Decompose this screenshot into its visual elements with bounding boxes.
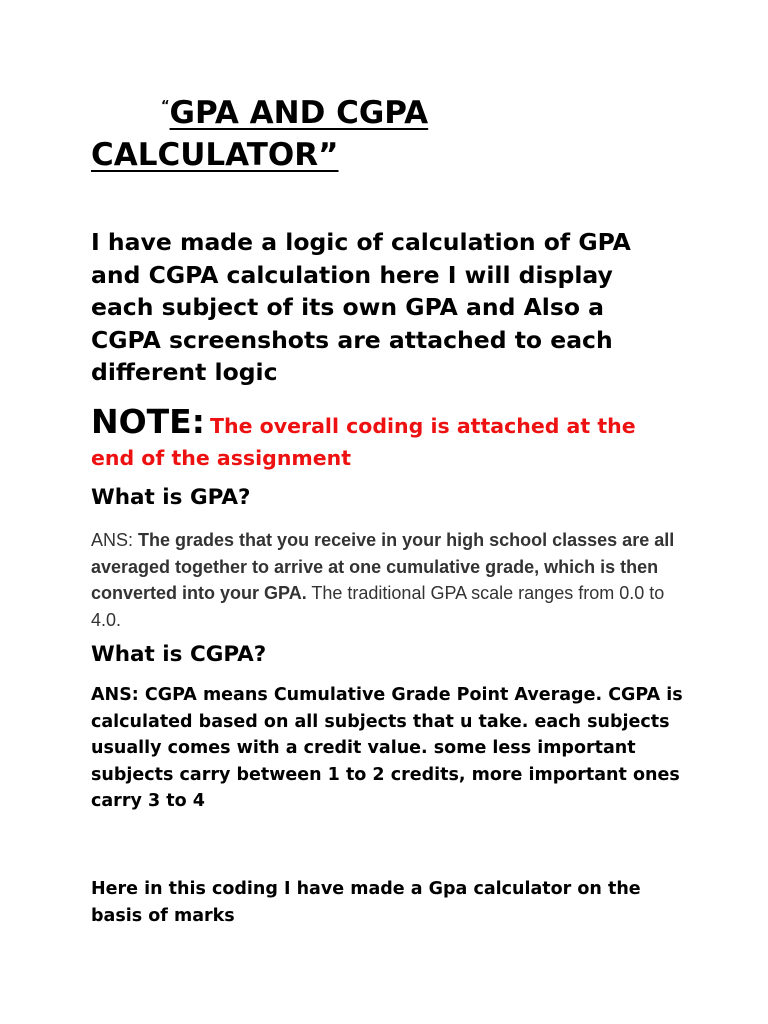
note-paragraph <box>91 402 681 474</box>
title-line-2 <box>91 137 339 173</box>
gpa-ans-prefix: ANS: <box>91 530 134 550</box>
title-text-1: GPA AND CGPA <box>169 95 429 131</box>
note-text: The overall coding is attached at the end of the assignment <box>91 414 636 470</box>
gpa-answer <box>91 527 691 633</box>
gpa-heading: What is GPA? <box>91 485 251 510</box>
note-label: NOTE: <box>91 402 205 441</box>
cgpa-answer: ANS: CGPA means Cumulative Grade Point Average. CGPA is calculated based on all subjects that u take. each subjects usually comes with a credit value. some less important subjects carry between 1 to 2 credits, more important ones carry 3 to 4 <box>91 685 683 811</box>
title-text-2: CALCULATOR” <box>91 137 339 173</box>
gpa-ans-bold: The grades that you receive in your high school classes are all averaged together to arrive at one cumulative grade, which is then converted into your GPA. <box>91 530 675 603</box>
title-open-quote: “ <box>161 99 170 114</box>
cgpa-heading: What is CGPA? <box>91 642 267 667</box>
intro-paragraph: I have made a logic of calculation of GPA and CGPA calculation here I will display each subject of its own GPA and Also a CGPA screenshots are attached to each different logic <box>91 228 631 386</box>
closing-paragraph: Here in this coding I have made a Gpa calculator on the basis of marks <box>91 879 641 926</box>
title-line-1 <box>161 95 428 131</box>
gpa-ans-normal: The traditional GPA scale ranges from 0.0 to 4.0. <box>91 583 665 630</box>
